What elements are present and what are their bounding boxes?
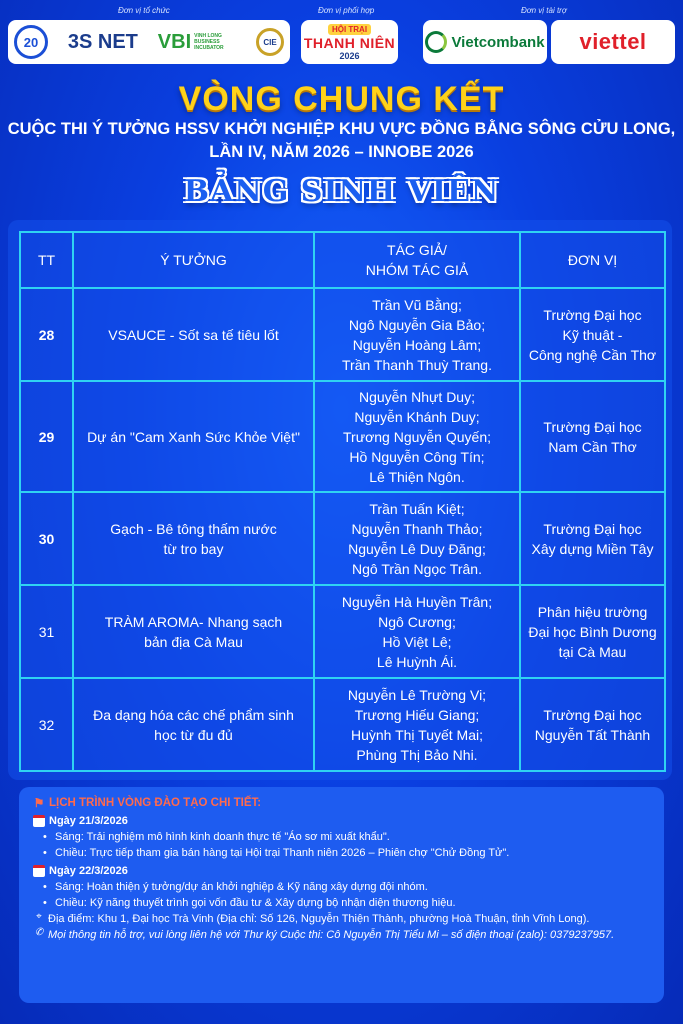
cell-unit-line: Trường Đại học — [543, 418, 642, 435]
cell-idea-line: Dự án "Cam Xanh Sức Khỏe Việt" — [87, 428, 300, 445]
table-row — [20, 678, 665, 771]
cell-authors-line: Trần Vũ Bằng; — [372, 296, 462, 313]
cell-tt: 32 — [20, 678, 73, 771]
board-title: BẢNG SINH VIÊN — [183, 174, 500, 209]
cell-authors-line: Nguyễn Thanh Thảo; — [351, 520, 483, 537]
cell-unit — [520, 678, 665, 771]
cell-tt: 28 — [20, 288, 73, 381]
subtitle-line-1: CUỘC THI Ý TƯỞNG HSSV KHỞI NGHIỆP KHU VỰC ĐỒNG BẰNG SÔNG CỬU LONG, — [7, 120, 676, 138]
cell-authors-line: Nguyễn Khánh Duy; — [354, 408, 480, 425]
cell-authors-line: Trần Tuấn Kiệt; — [369, 500, 465, 517]
table-row — [20, 288, 665, 381]
cell-authors-line: Nguyễn Lê Duy Đăng; — [348, 540, 486, 557]
cell-unit-line: Đại học Bình Dương — [528, 623, 657, 640]
schedule-panel — [19, 787, 664, 1003]
cell-unit-line: Nguyễn Tất Thành — [534, 726, 651, 743]
cell-authors-line: Nguyễn Nhựt Duy; — [359, 388, 475, 405]
cell-authors-line: Ngô Nguyễn Gia Bảo; — [348, 316, 486, 333]
cell-unit — [520, 288, 665, 381]
cell-tt: 31 — [20, 585, 73, 678]
cell-idea-line: Đa dạng hóa các chế phẩm sinh — [93, 706, 294, 723]
cell-authors — [314, 492, 520, 585]
header-authors-line-1: TÁC GIẢ/ — [387, 242, 447, 258]
cell-unit-line: Trường Đại học — [543, 306, 642, 323]
table-header-row — [20, 232, 665, 288]
header-authors-line-2: NHÓM TÁC GIẢ — [365, 262, 469, 278]
cell-idea-line: VSAUCE - Sốt sa tế tiêu lốt — [108, 326, 279, 343]
location-text: Địa điểm: Khu 1, Đại học Trà Vinh (Địa chỉ: Số 126, Nguyễn Thiện Thành, phường Hoà Thuận, tỉnh Vĩnh Long). — [48, 913, 590, 925]
cell-authors — [314, 678, 520, 771]
cell-unit-line: Trường Đại học — [543, 706, 642, 723]
3snet-logo: 3S NET — [67, 30, 138, 53]
cell-unit-line: Xây dựng Miền Tây — [531, 540, 654, 557]
cell-idea — [73, 492, 314, 585]
cell-authors-line: Nguyễn Hoàng Lâm; — [352, 336, 482, 353]
day-1-list — [33, 829, 650, 861]
partner-logo — [301, 20, 398, 64]
vietcombank-logo-text: Vietcombank — [451, 33, 545, 51]
cell-authors-line: Huỳnh Thị Tuyết Mai; — [350, 726, 484, 743]
calendar-icon — [33, 865, 45, 877]
header-unit: ĐƠN VỊ — [520, 232, 665, 288]
table-row — [20, 492, 665, 585]
cell-unit-line: tại Cà Mau — [558, 643, 627, 660]
sponsor-label: Đơn vị tài trợ — [521, 6, 567, 15]
day-2-list — [33, 879, 650, 911]
cell-authors-line: Hồ Việt Lê; — [382, 633, 452, 650]
day-2 — [33, 863, 650, 879]
day-1-date: Ngày 21/3/2026 — [49, 815, 128, 827]
cell-idea-line: học từ đu đủ — [154, 726, 233, 743]
cell-authors-line: Ngô Cương; — [378, 613, 456, 630]
cell-idea — [73, 381, 314, 492]
cell-idea-line: bản địa Cà Mau — [144, 633, 243, 650]
organizer-logos — [8, 20, 290, 64]
cell-authors-line: Nguyễn Lê Trường Vi; — [347, 686, 487, 703]
cell-idea — [73, 678, 314, 771]
subtitle-line-2: LẦN IV, NĂM 2026 – INNOBE 2026 — [209, 143, 474, 161]
list-item: • Chiều: Kỹ năng thuyết trình gọi vốn đầu tư & Xây dựng bộ nhận diện thương hiệu. — [33, 895, 650, 911]
cell-unit-line: Phân hiệu trường — [537, 603, 648, 620]
schedule-title — [33, 795, 650, 811]
schedule-title-text: LỊCH TRÌNH VÒNG ĐÀO TẠO CHI TIẾT: — [49, 797, 262, 809]
cell-authors-line: Lê Thiện Ngôn. — [369, 468, 465, 485]
cell-authors-line: Lê Huỳnh Ái. — [376, 653, 458, 670]
header-idea: Ý TƯỞNG — [73, 232, 314, 288]
cell-authors — [314, 288, 520, 381]
cell-authors — [314, 585, 520, 678]
cell-unit — [520, 381, 665, 492]
contact-info — [33, 927, 650, 943]
vbi-logo-subtext: VINH LONG BUSINESS INCUBATOR — [194, 33, 224, 51]
table-row — [20, 585, 665, 678]
vietcombank-logo — [423, 20, 547, 64]
organizer-label: Đơn vị tổ chức — [118, 6, 170, 15]
cell-idea — [73, 585, 314, 678]
cell-unit — [520, 492, 665, 585]
cell-idea-line: từ tro bay — [163, 540, 224, 557]
finalist-table — [19, 231, 666, 772]
cell-unit-line: Nam Cần Thơ — [548, 438, 637, 455]
cell-authors-line: Ngô Trần Ngọc Trân. — [352, 560, 482, 577]
table-row — [20, 381, 665, 492]
cell-tt: 29 — [20, 381, 73, 492]
cell-unit-line: Kỹ thuật - — [562, 326, 623, 343]
location-info — [33, 911, 650, 927]
cell-idea-line: Gạch - Bê tông thấm nước — [110, 520, 277, 537]
vbi-logo-text: VBI — [157, 30, 192, 53]
cell-authors-line: Trần Thanh Thuỳ Trang. — [342, 356, 492, 373]
calendar-icon — [33, 815, 45, 827]
partner-logo-main: THANH NIÊN — [303, 34, 396, 51]
cell-idea — [73, 288, 314, 381]
page-subtitle — [0, 118, 683, 164]
cell-unit — [520, 585, 665, 678]
list-item: • Sáng: Hoàn thiện ý tưởng/dự án khởi nghiệp & Kỹ năng xây dựng đội nhóm. — [33, 879, 650, 895]
cell-idea-line: TRÀM AROMA- Nhang sạch — [104, 613, 283, 630]
list-item: • Sáng: Trải nghiệm mô hình kinh doanh thực tế "Áo sơ mi xuất khẩu". — [33, 829, 650, 845]
page-title: VÒNG CHUNG KẾT — [178, 80, 505, 118]
cell-tt: 30 — [20, 492, 73, 585]
cell-authors-line: Phùng Thị Bảo Nhi. — [356, 746, 478, 763]
cell-authors-line: Trương Hiếu Giang; — [354, 706, 480, 723]
anniversary-20-logo: 20 — [14, 25, 48, 59]
partner-label: Đơn vị phối hợp — [318, 6, 375, 15]
cell-authors-line: Hồ Nguyễn Công Tín; — [349, 448, 485, 465]
list-item: • Chiều: Trực tiếp tham gia bán hàng tại Hội trại Thanh niên 2026 – Phiên chợ "Chử Đồng Tử". — [33, 845, 650, 861]
cell-authors — [314, 381, 520, 492]
vietcombank-mark-icon — [425, 31, 447, 53]
cell-unit-line: Trường Đại học — [543, 520, 642, 537]
partner-logo-top: HỘI TRẠI — [328, 24, 371, 35]
header-tt: TT — [20, 232, 73, 288]
day-2-date: Ngày 22/3/2026 — [49, 865, 128, 877]
day-1 — [33, 813, 650, 829]
vbi-logo — [158, 31, 236, 54]
cie-logo: CIE — [256, 28, 284, 56]
cell-unit-line: Công nghệ Cần Thơ — [528, 346, 657, 363]
signpost-icon: ⚑ — [33, 796, 45, 810]
location-pin-icon: ⌖ — [36, 911, 42, 922]
viettel-logo: viettel — [551, 20, 675, 64]
contact-text: Mọi thông tin hỗ trợ, vui lòng liên hệ với Thư ký Cuộc thi: Cô Nguyễn Thị Tiểu Mi – số điện thoại (zalo): 0379237957. — [48, 929, 615, 941]
phone-icon: ✆ — [34, 927, 44, 938]
cell-authors-line: Nguyễn Hà Huyền Trân; — [341, 593, 493, 610]
cell-authors-line: Trương Nguyễn Quyến; — [343, 428, 491, 445]
partner-logo-year: 2026 — [339, 50, 360, 61]
header-authors — [314, 232, 520, 288]
